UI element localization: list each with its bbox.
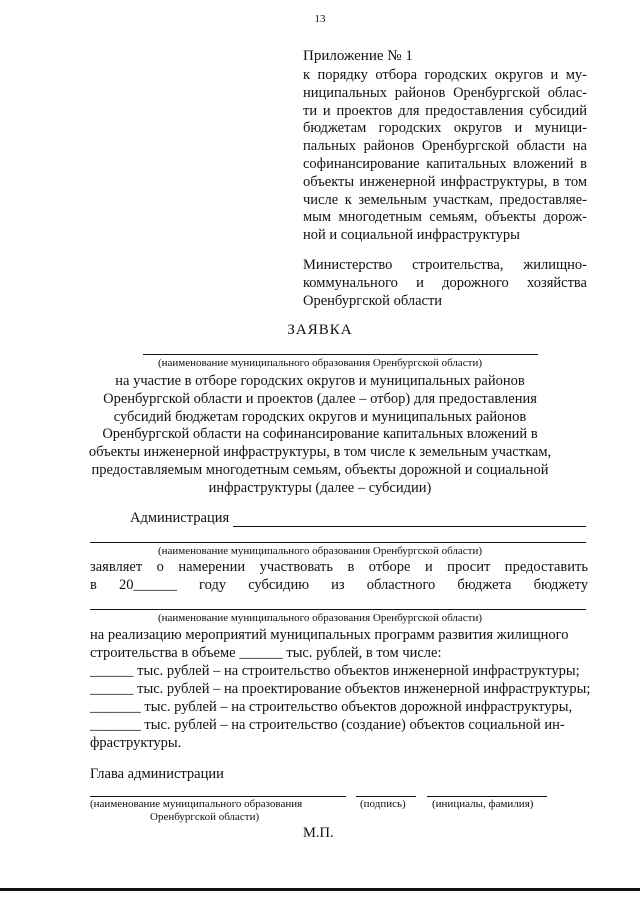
appendix-line: ной и социальной инфраструктуры [303, 227, 520, 244]
appendix-title: Приложение № 1 [303, 48, 413, 64]
caption-municipality-2: (наименование муниципального образования Оренбургской области) [157, 545, 483, 557]
intro-line: инфраструктуры (далее – субсидии) [208, 479, 432, 496]
subsidy-word: субсидию [248, 577, 310, 593]
fill-line-administration[interactable] [233, 526, 586, 527]
appendix-line: пальных районов Оренбургской области на [303, 138, 587, 155]
fill-line-municipality[interactable] [143, 354, 538, 355]
from-word: из [331, 577, 345, 593]
caption-municipality: (наименование муниципального образования Оренбургской области) [157, 357, 483, 369]
seal-place: М.П. [303, 825, 334, 841]
year-line [90, 577, 588, 594]
year-field[interactable]: 20______ [118, 577, 177, 593]
addressee-ministry [303, 256, 587, 310]
item-engineering-design: ______ тыс. рублей – на проектирование объектов инженерной инфраструктуры; [90, 681, 591, 697]
fill-line-signature[interactable] [356, 796, 416, 797]
fill-line-initials[interactable] [427, 796, 547, 797]
caption-municipality-3: (наименование муниципального образования Оренбургской области) [157, 612, 483, 624]
fill-line-head-municipality[interactable] [90, 796, 346, 797]
page-number: 13 [314, 13, 326, 25]
budget-word-2: бюджету [533, 577, 589, 593]
intro-line: предоставляемым многодетным семьям, объекты дорожной и социальной [91, 461, 549, 478]
program-line: на реализацию мероприятий муниципальных программ развития жилищного [90, 627, 569, 643]
intro-line: Оренбургской области и проектов (далее – отбор) для предоставления [103, 390, 537, 407]
ministry-line: Оренбургской области [303, 293, 443, 309]
fill-line-budget-recipient[interactable] [90, 609, 586, 610]
caption-signature: (подпись) [360, 798, 406, 810]
item-road-construction: _______ тыс. рублей – на строительство объектов дорожной инфраструктуры, [90, 699, 573, 715]
regional-word: областного [366, 577, 436, 593]
appendix-line: бюджетам городских округов и муници- [303, 120, 587, 137]
year-word: году [199, 577, 227, 593]
caption-initials: (инициалы, фамилия) [432, 798, 534, 810]
year-word-v: в [90, 577, 97, 593]
intro-line: на участие в отборе городских округов и муниципальных районов [115, 373, 525, 389]
caption-head-municipality-1: (наименование муниципального образования [90, 798, 303, 810]
ministry-line: Министерство строительства, жилищно- [303, 257, 587, 273]
budget-word: бюджета [457, 577, 512, 593]
appendix-line: ниципальных районов Оренбургской облас- [303, 84, 587, 101]
bottom-border [0, 888, 640, 891]
administration-label: Администрация [130, 510, 230, 526]
item-social-construction-cont: фраструктуры. [90, 735, 182, 751]
appendix-line: к порядку отбора городских округов и му- [303, 67, 587, 83]
declares-line: заявляет о намерении участвовать в отборе и просит предоставить [90, 559, 588, 575]
appendix-line: мым многодетным семьям, объекты дорож- [303, 209, 587, 226]
intro-text [60, 373, 580, 498]
head-label: Глава администрации [90, 766, 224, 782]
ministry-line: коммунального и дорожного хозяйства [303, 275, 587, 291]
item-social-construction: _______ тыс. рублей – на строительство (создание) объектов социальной ин- [90, 717, 565, 733]
caption-head-municipality-2: Оренбургской области) [150, 811, 260, 823]
fill-line-administration-2[interactable] [90, 542, 586, 543]
intro-line: объекты инженерной инфраструктуры, в том числе к земельным участкам, [88, 444, 552, 461]
appendix-description [303, 67, 587, 245]
document-title: ЗАЯВКА [287, 322, 353, 338]
appendix-line: ти и проектов для предоставления субсидий [303, 102, 587, 119]
intro-line: субсидий бюджетам городских округов и муниципальных районов [113, 408, 527, 425]
intro-line: Оренбургской области на софинансирование капитальных вложений в [102, 426, 538, 443]
volume-line: строительства в объеме ______ тыс. рублей, в том числе: [90, 645, 442, 661]
appendix-line: объекты инженерной инфраструктуры, в том [303, 173, 587, 190]
appendix-line: софинансирование капитальных вложений в [303, 155, 587, 172]
item-engineering-construction: ______ тыс. рублей – на строительство объектов инженерной инфраструктуры; [90, 663, 580, 679]
appendix-line: числе к земельным участкам, предоставляе- [303, 191, 587, 208]
